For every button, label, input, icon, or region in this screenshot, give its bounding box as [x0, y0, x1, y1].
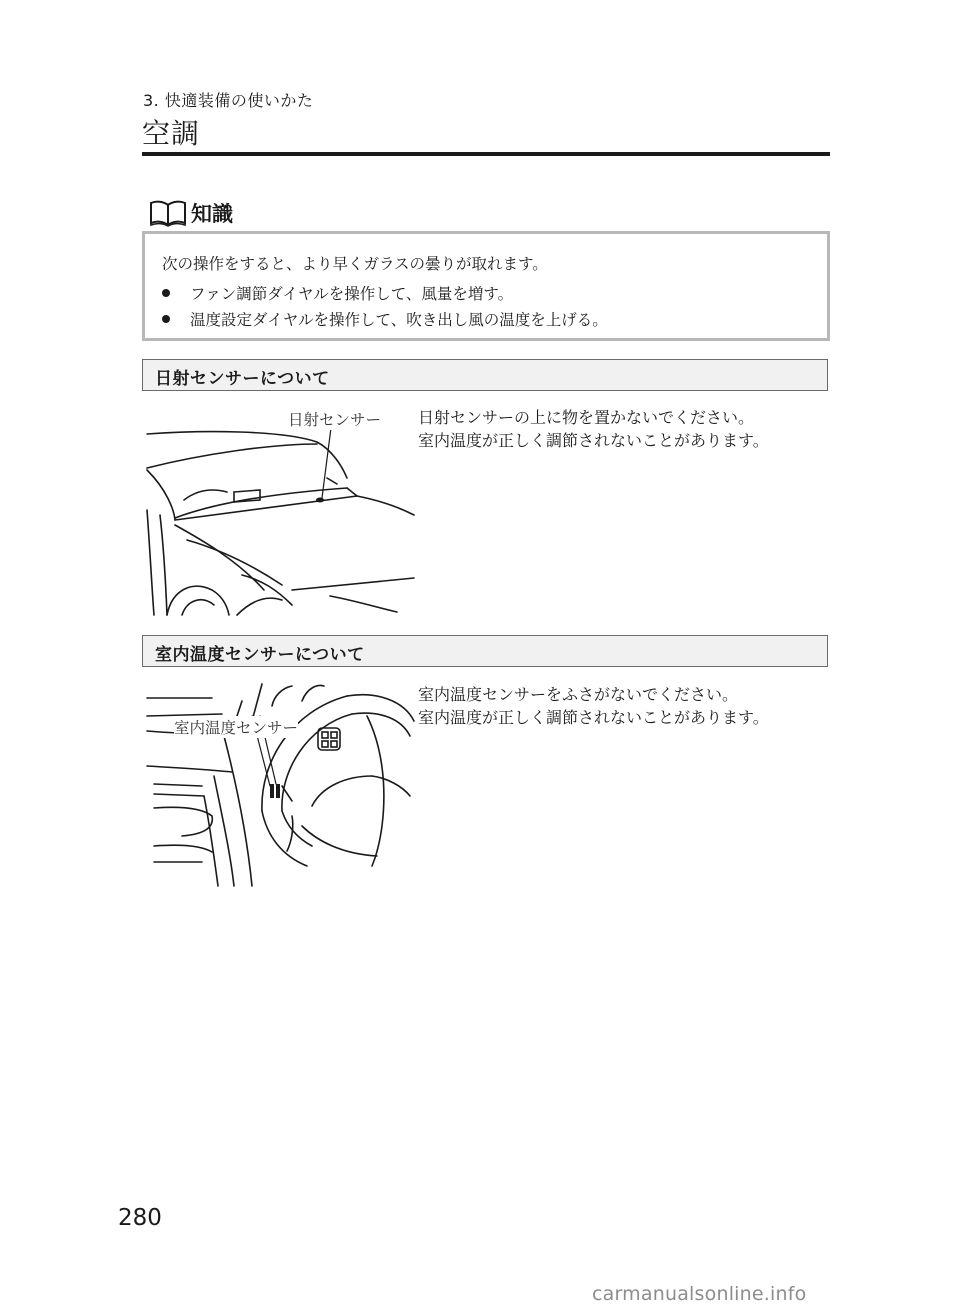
list-item	[162, 282, 513, 304]
note-line: 日射センサーの上に物を置かないでください。	[418, 408, 755, 427]
bullet-icon	[162, 315, 170, 323]
note-line: 室内温度センサーをふさがないでください。	[418, 685, 739, 704]
list-item	[162, 308, 608, 330]
note-line: 室内温度が正しく調節されないことがあります。	[418, 431, 769, 450]
sun-sensor-notes	[418, 406, 769, 452]
knowledge-box	[142, 231, 830, 341]
figure-label-cabin-temp-sensor: 室内温度センサー	[174, 716, 298, 738]
page-number: 280	[118, 1205, 162, 1231]
watermark: carmanualsonline.info	[592, 1283, 807, 1305]
list-item-text: ファン調節ダイヤルを操作して、風量を増す。	[190, 285, 514, 303]
list-item-text: 温度設定ダイヤルを操作して、吹き出し風の温度を上げる。	[190, 311, 608, 329]
knowledge-intro: 次の操作をすると、より早くガラスの曇りが取れます。	[162, 255, 548, 273]
chapter-title: 3. 快適装備の使いかた	[143, 91, 314, 110]
section-title: 日射センサーについて	[155, 369, 330, 389]
section-header-sun-sensor	[142, 359, 828, 391]
cabin-temp-sensor-notes	[418, 683, 769, 729]
figure-label-sun-sensor: 日射センサー	[288, 408, 381, 430]
title-rule	[142, 152, 830, 156]
bullet-icon	[162, 289, 170, 297]
section-header-cabin-temp-sensor	[142, 635, 828, 667]
sun-sensor-illustration	[142, 400, 420, 618]
open-book-icon	[149, 199, 187, 227]
knowledge-label: 知識	[191, 202, 233, 226]
note-line: 室内温度が正しく調節されないことがあります。	[418, 708, 769, 727]
section-title: 室内温度センサーについて	[155, 645, 365, 665]
cabin-temp-sensor-illustration	[142, 676, 420, 888]
page-title: 空調	[142, 117, 201, 150]
knowledge-heading	[149, 198, 233, 228]
